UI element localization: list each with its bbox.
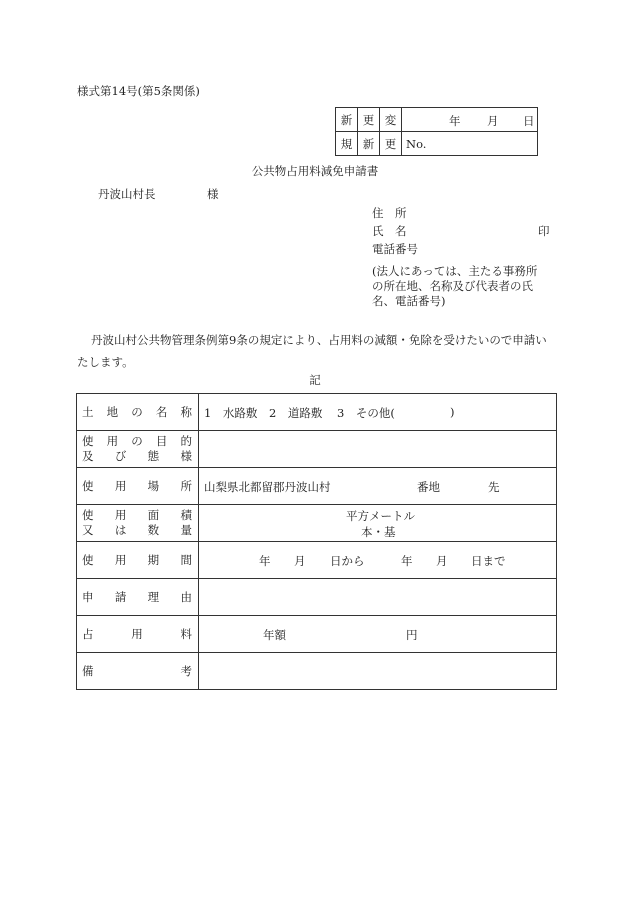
- label-char: 的: [180, 434, 192, 448]
- location-banchi: 番地: [417, 480, 440, 494]
- date-day-label: 日: [523, 114, 535, 128]
- option-other-close: ): [450, 405, 455, 419]
- applicant-name-label: 氏 名: [372, 224, 407, 238]
- label-char: 称: [180, 404, 192, 419]
- remarks-field[interactable]: [199, 653, 557, 690]
- label-char: 名: [155, 404, 168, 419]
- table-row: [77, 468, 557, 505]
- fee-yen-label: 円: [406, 628, 418, 642]
- label-line: [82, 405, 192, 420]
- label-char: 間: [180, 552, 192, 567]
- applicant-phone-label: 電話番号: [372, 242, 418, 256]
- row-label: [77, 579, 199, 616]
- reason-field[interactable]: [199, 579, 557, 616]
- label-char: 用: [114, 478, 127, 493]
- label-char: 用: [106, 434, 119, 448]
- fee-field[interactable]: [199, 616, 557, 653]
- label-line: [82, 508, 192, 523]
- label-char: 使: [82, 478, 94, 493]
- label-line: [82, 434, 192, 449]
- applicant-note-line: 名、電話番号): [372, 294, 446, 308]
- form-number: 様式第14号(第5条関係): [77, 84, 200, 98]
- label-line: [82, 664, 192, 679]
- seal-mark: 印: [538, 224, 550, 238]
- label-char: 土: [82, 404, 94, 419]
- period-from-year: 年: [259, 554, 271, 568]
- label-char: 考: [180, 663, 192, 678]
- location-saki: 先: [488, 480, 500, 494]
- table-row: [77, 394, 557, 431]
- label-line: [82, 553, 192, 568]
- table-row: [77, 542, 557, 579]
- receipt-box-cell: 更: [358, 108, 380, 132]
- fee-annual-label: 年額: [263, 628, 286, 642]
- table-row: [77, 431, 557, 468]
- row-label: [77, 505, 199, 542]
- label-line: [82, 479, 192, 494]
- label-line: [82, 590, 192, 605]
- receipt-box-cell: 変: [380, 108, 402, 132]
- period-from-month: 月: [294, 554, 306, 568]
- row-label: [77, 468, 199, 505]
- label-char: 備: [82, 663, 94, 678]
- label-char: 数: [147, 523, 160, 537]
- addressee-name: 丹波山村長: [98, 187, 156, 201]
- label-char: 様: [180, 449, 192, 463]
- label-char: び: [114, 449, 127, 463]
- label-char: 由: [180, 589, 192, 604]
- table-row: [77, 616, 557, 653]
- period-field[interactable]: [199, 542, 557, 579]
- label-char: 申: [82, 589, 94, 604]
- table-row: [77, 505, 557, 542]
- label-char: 地: [106, 404, 119, 419]
- form-title: 公共物占用料減免申請書: [251, 164, 379, 178]
- label-line: [82, 449, 192, 464]
- receipt-box-cell: 新: [358, 132, 380, 156]
- receipt-box-cell: 規: [336, 132, 358, 156]
- addressee-honorific: 様: [207, 187, 219, 201]
- label-char: 用: [114, 552, 127, 567]
- label-char: 占: [82, 626, 94, 641]
- location-field[interactable]: [199, 468, 557, 505]
- label-char: 所: [180, 478, 192, 493]
- applicant-address-label: 住 所: [372, 206, 407, 220]
- location-address: 山梨県北都留郡丹波山村: [204, 480, 331, 494]
- label-char: 用: [114, 508, 127, 522]
- date-month-label: 月: [487, 114, 499, 128]
- label-char: 場: [147, 478, 160, 493]
- application-table: [76, 393, 557, 690]
- period-to-month: 月: [436, 554, 448, 568]
- period-from-day: 日から: [330, 554, 365, 568]
- receipt-box-cell: 新: [336, 108, 358, 132]
- table-row: [77, 653, 557, 690]
- area-unit-sqm: 平方メートル: [346, 509, 415, 523]
- label-char: 態: [147, 449, 160, 463]
- label-char: 及: [82, 449, 94, 463]
- label-char: 使: [82, 434, 94, 448]
- label-char: 使: [82, 552, 94, 567]
- label-char: 期: [147, 552, 160, 567]
- option-other: 3 その他(: [337, 406, 395, 420]
- label-char: 使: [82, 508, 94, 522]
- option-waterway: 1 水路敷: [204, 406, 258, 420]
- purpose-field[interactable]: [199, 431, 557, 468]
- intro-text: 丹波山村公共物管理条例第9条の規定により、占用料の減額・免除を受けたいので申請いたします。: [77, 333, 547, 369]
- applicant-note-line: の所在地、名称及び代表者の氏: [372, 279, 533, 293]
- label-char: 目: [155, 434, 168, 448]
- label-char: 請: [114, 589, 127, 604]
- period-to-year: 年: [401, 554, 413, 568]
- row-label: [77, 616, 199, 653]
- label-char: の: [131, 434, 143, 448]
- receipt-date-field[interactable]: [402, 108, 538, 132]
- row-label: [77, 653, 199, 690]
- receipt-number-field[interactable]: No.: [402, 132, 538, 156]
- label-char: 用: [131, 626, 143, 641]
- label-line: [82, 523, 192, 538]
- label-char: 量: [180, 523, 192, 537]
- table-row: [77, 579, 557, 616]
- applicant-note-line: (法人にあっては、主たる事務所: [372, 264, 538, 278]
- label-char: 料: [180, 626, 192, 641]
- receipt-box: [335, 107, 538, 156]
- label-char: 面: [147, 508, 160, 522]
- label-line: [82, 627, 192, 642]
- label-char: は: [114, 523, 127, 537]
- row-label: [77, 394, 199, 431]
- date-year-label: 年: [449, 114, 461, 128]
- row-label: [77, 431, 199, 468]
- label-char: 又: [82, 523, 94, 537]
- area-unit-count: 本・基: [361, 525, 396, 539]
- label-char: の: [131, 404, 143, 419]
- label-char: 積: [180, 508, 192, 522]
- option-road: 2 道路敷: [269, 406, 323, 420]
- land-name-field[interactable]: [199, 394, 557, 431]
- receipt-box-cell: 更: [380, 132, 402, 156]
- ki-heading: 記: [309, 373, 321, 387]
- period-to-day: 日まで: [471, 554, 506, 568]
- area-field[interactable]: [199, 505, 557, 542]
- label-char: 理: [147, 589, 160, 604]
- row-label: [77, 542, 199, 579]
